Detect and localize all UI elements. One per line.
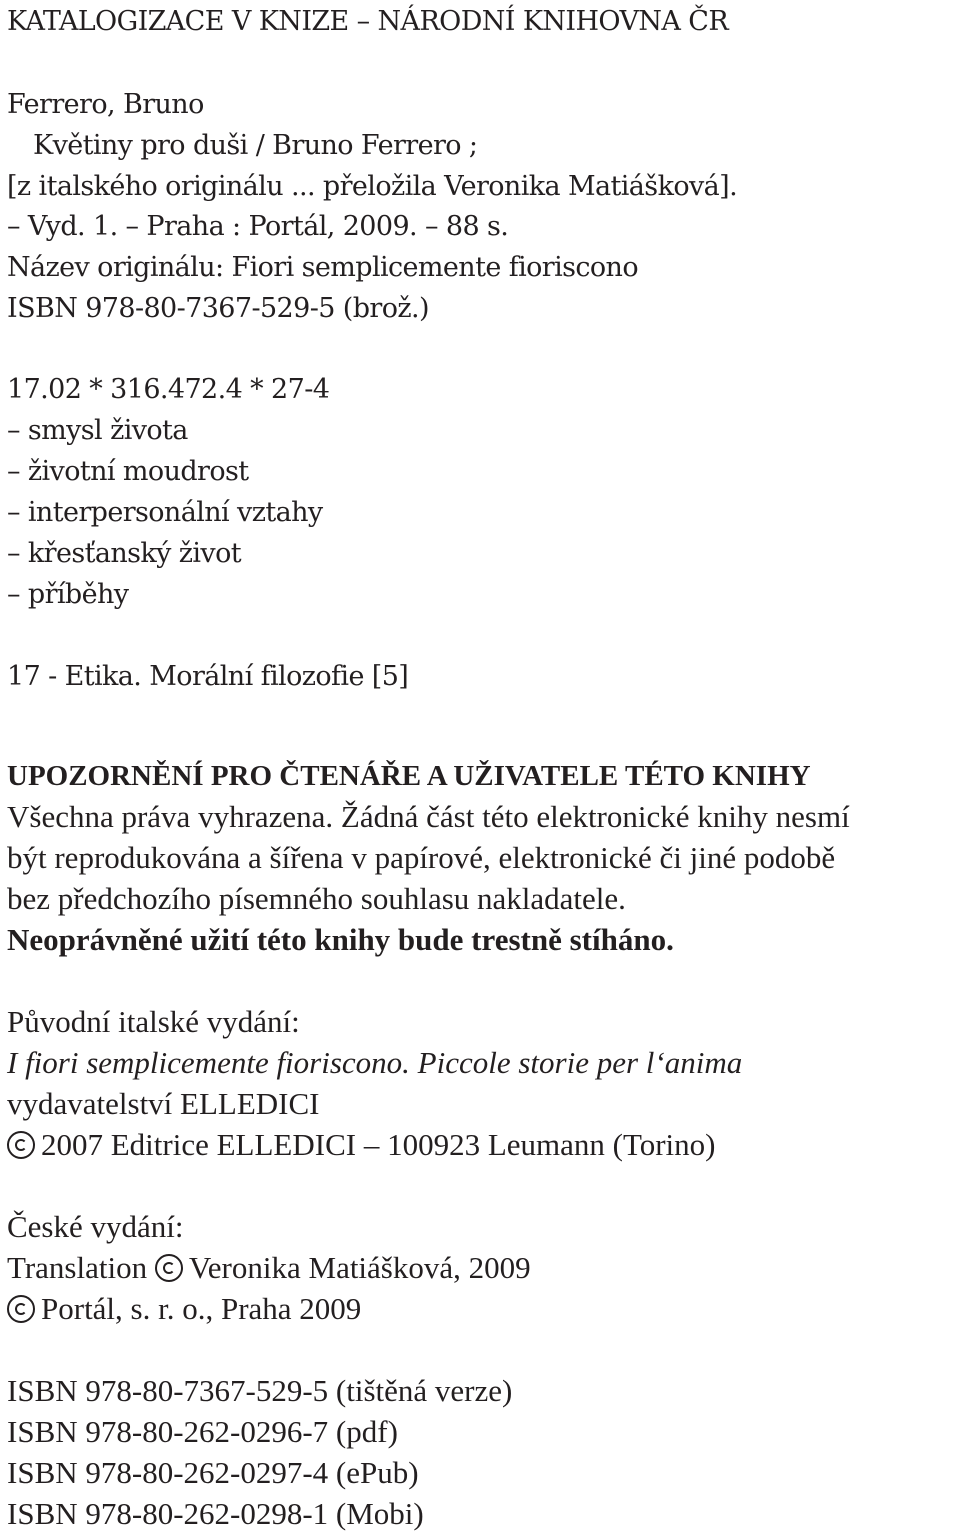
isbn-line: ISBN 978-80-262-0298-1 (Mobi) <box>7 1496 424 1531</box>
catalog-subject: – příběhy <box>7 579 129 610</box>
original-edition-copyright-text: 2007 Editrice ELLEDICI – 100923 Leumann (Torino) <box>41 1127 716 1162</box>
notice-warning: Neoprávněné užití této knihy bude trestně stíháno. <box>7 922 674 957</box>
notice-line: Všechna práva vyhrazena. Žádná část této elektronické knihy nesmí <box>7 799 850 834</box>
original-edition-copyright <box>7 1127 716 1163</box>
catalog-subject: – smysl života <box>7 415 188 446</box>
notice-line: být reprodukována a šířena v papírové, elektronické či jiné podobě <box>7 840 836 875</box>
czech-edition-copyright-text: Portál, s. r. o., Praha 2009 <box>41 1291 362 1326</box>
isbn-line: ISBN 978-80-262-0296-7 (pdf) <box>7 1414 398 1449</box>
copyright-icon <box>7 1131 35 1159</box>
catalog-subject: – životní moudrost <box>7 456 249 487</box>
isbn-line: ISBN 978-80-7367-529-5 (tištěná verze) <box>7 1373 513 1408</box>
catalog-subject: – interpersonální vztahy <box>7 497 323 528</box>
czech-edition-copyright <box>7 1291 361 1327</box>
catalog-subject: – křesťanský život <box>7 538 241 569</box>
copyright-icon <box>7 1295 35 1323</box>
catalog-translator-line: [z italského originálu ... přeložila Veronika Matiášková]. <box>7 171 738 202</box>
translation-rest: Veronika Matiášková, 2009 <box>188 1250 531 1285</box>
catalog-header: KATALOGIZACE V KNIZE – NÁRODNÍ KNIHOVNA ČR <box>7 6 729 37</box>
catalog-title-line: Květiny pro duši / Bruno Ferrero ; <box>33 130 478 161</box>
original-edition-publisher: vydavatelství ELLEDICI <box>7 1086 320 1121</box>
translation-prefix: Translation <box>7 1250 148 1285</box>
catalog-classification: 17.02 * 316.472.4 * 27-4 <box>7 374 330 405</box>
catalog-author: Ferrero, Bruno <box>7 89 204 120</box>
catalog-original-name-line: Název originálu: Fiori semplicemente fioriscono <box>7 252 638 283</box>
original-edition-label: Původní italské vydání: <box>7 1004 300 1039</box>
czech-edition-translation <box>7 1250 531 1286</box>
original-edition-title: I fiori semplicemente fioriscono. Piccole storie per l‘anima <box>7 1045 743 1080</box>
notice-heading: UPOZORNĚNÍ PRO ČTENÁŘE A UŽIVATELE TÉTO KNIHY <box>7 760 811 792</box>
catalog-isbn-line: ISBN 978-80-7367-529-5 (brož.) <box>7 293 429 324</box>
isbn-line: ISBN 978-80-262-0297-4 (ePub) <box>7 1455 419 1490</box>
catalog-category: 17 - Etika. Morální filozofie [5] <box>7 661 409 692</box>
czech-edition-label: České vydání: <box>7 1209 184 1244</box>
notice-line: bez předchozího písemného souhlasu nakladatele. <box>7 881 626 916</box>
copyright-icon <box>155 1254 183 1282</box>
catalog-edition-line: – Vyd. 1. – Praha : Portál, 2009. – 88 s. <box>7 211 509 242</box>
